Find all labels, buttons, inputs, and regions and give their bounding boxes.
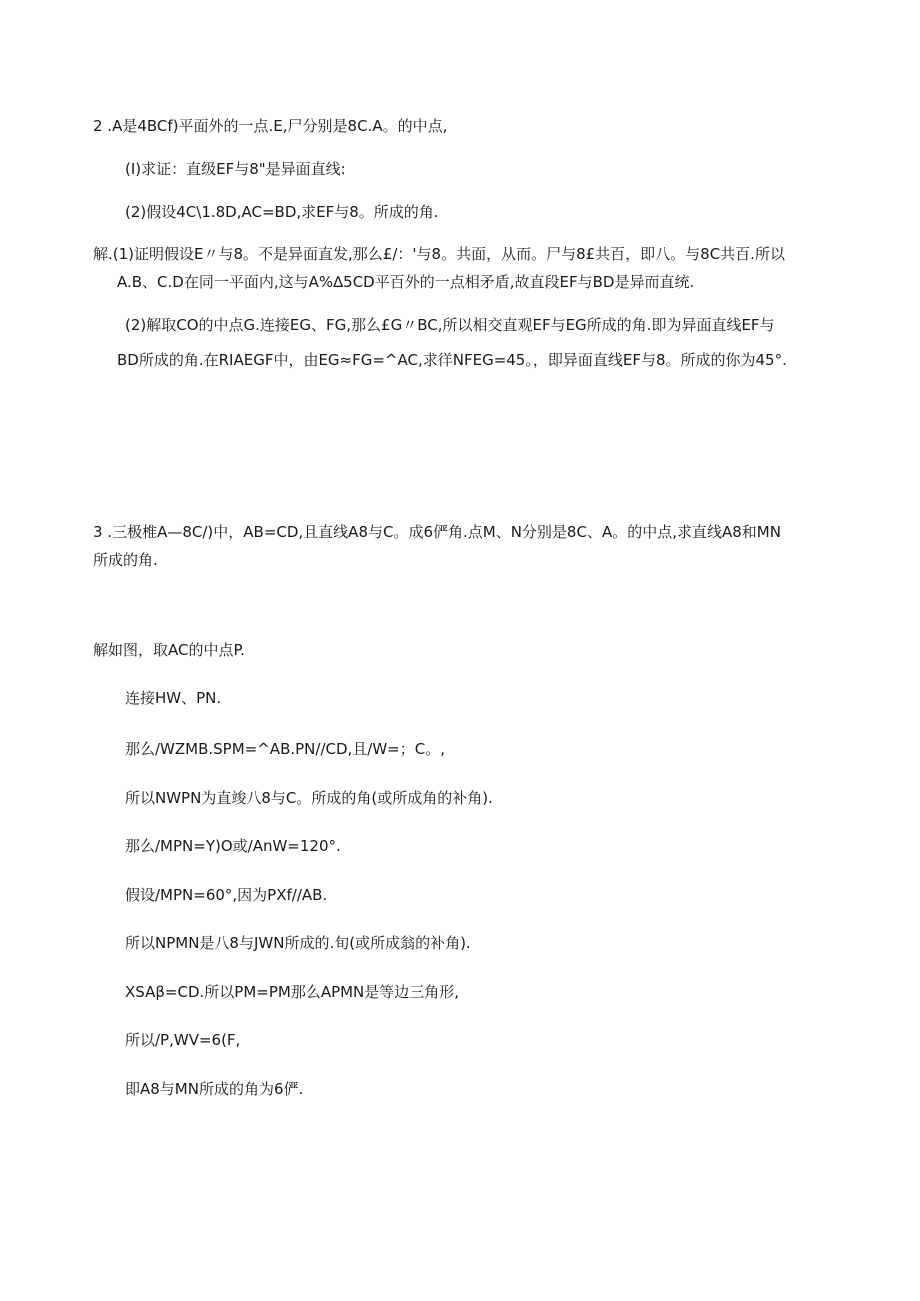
problem-3-step-4: 那么/MPN=Y)O或/AnW=120°. bbox=[125, 837, 341, 855]
problem-3-step-9: 即A8与MN所成的角为6俨. bbox=[125, 1080, 304, 1098]
problem-3-solution-intro: 解如图，取AC的中点P. bbox=[93, 641, 245, 659]
problem-3-stem-line-2: 所成的角. bbox=[93, 551, 158, 569]
problem-2-solution-line-2: A.B、C.D在同一平面内,这与A%∆5CD平百外的一点相矛盾,故直段EF与BD是异而直统. bbox=[117, 273, 695, 291]
problem-3-step-3: 所以NWPN为直竣八8与C。所成的角(或所成角的补角). bbox=[125, 789, 493, 807]
problem-3-step-7: XSAβ=CD.所以PM=PM那么APMN是等边三角形, bbox=[125, 983, 460, 1001]
problem-2-stem: 2 .A是4BCf)平面外的一点.E,尸分别是8C.A。的中点, bbox=[93, 117, 448, 135]
problem-2-part-2: (2)假设4C\1.8D,AC=BD,求EF与8。所成的角. bbox=[125, 203, 439, 221]
problem-3-step-8: 所以/P,WV=6(F, bbox=[125, 1031, 241, 1049]
problem-2-part-1: (I)求证：直级EF与8"是异面直线: bbox=[125, 160, 346, 178]
problem-3-step-1: 连接HW、PN. bbox=[125, 689, 222, 707]
problem-3-step-2: 那么/WZMB.SPM=^AB.PN//CD,且/W=；C。, bbox=[125, 740, 445, 758]
problem-2-solution-line-3: (2)解取CO的中点G.连接EG、FG,那么£G〃BC,所以相交直观EF与EG所成的角.即为异面直线EF与 bbox=[125, 316, 775, 334]
problem-2-solution-line-4: BD所成的角.在RIAEGF中，由EG≈FG=^AC,求徉NFEG=45。，即异面直线EF与8。所成的你为45°. bbox=[117, 351, 787, 369]
problem-3-step-6: 所以NPMN是八8与JWN所成的.旬(或所成翁的补角). bbox=[125, 934, 471, 952]
problem-2-solution-line-1: 解.(1)证明假设E〃与8。不是异面直发,那么£/：'与8。共面，从而。尸与8£共百，即八。与8C共百.所以 bbox=[93, 245, 785, 263]
problem-3-stem-line-1: 3 .三极椎A—8C/)中，AB=CD,且直线A8与C。成6俨角.点M、N分别是8C、A。的中点,求直线A8和MN bbox=[93, 523, 781, 541]
problem-3-step-5: 假设/MPN=60°,因为PXf//AB. bbox=[125, 886, 328, 904]
